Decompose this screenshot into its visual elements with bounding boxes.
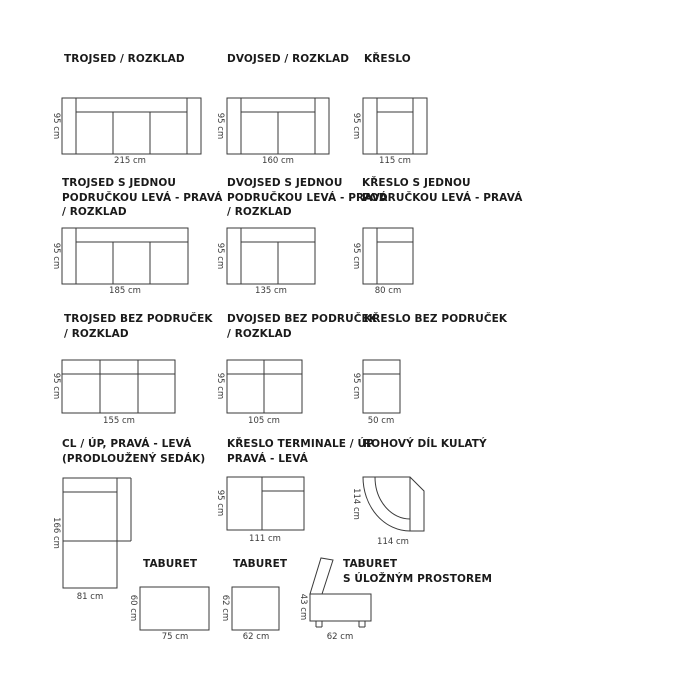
height-label: 43 cm	[298, 593, 308, 621]
height-label: 95 cm	[215, 489, 225, 517]
item-cl-up	[51, 478, 131, 602]
armchair-no-arms-drawing	[363, 360, 400, 413]
sofa-2-seat-drawing	[227, 98, 329, 154]
height-label: 95 cm	[51, 112, 61, 140]
width-label: 62 cm	[242, 632, 270, 642]
height-label: 60 cm	[128, 594, 138, 622]
height-label: 95 cm	[51, 242, 61, 270]
item-title: TROJSED / ROZKLAD	[64, 53, 185, 65]
width-label: 114 cm	[377, 537, 409, 547]
width-label: 160 cm	[262, 156, 294, 166]
item-dvojsed-bez-podrucek	[215, 360, 302, 426]
sofa-3-seat-one-arm-drawing	[62, 228, 188, 284]
item-kreslo-bez-podrucek	[351, 360, 400, 426]
item-dvojsed-s-jednou-podruckou	[215, 228, 315, 296]
item-title: KŘESLO S JEDNOU PODRUČKOU LEVÁ - PRAVÁ	[362, 177, 523, 204]
height-label: 95 cm	[215, 112, 225, 140]
height-label: 62 cm	[220, 594, 230, 622]
item-kreslo-terminale	[215, 477, 304, 544]
item-title: DVOJSED BEZ PODRUČEK / ROZKLAD	[227, 313, 378, 340]
item-trojsed-bez-podrucek	[51, 360, 175, 426]
armchair-one-arm-drawing	[363, 228, 413, 284]
height-label: 114 cm	[351, 488, 361, 520]
item-title: TABURET	[143, 558, 198, 570]
item-dvojsed-rozklad	[215, 98, 329, 166]
height-label: 95 cm	[351, 112, 361, 140]
item-kreslo-s-jednou-podruckou	[351, 228, 413, 296]
item-title: TABURET	[233, 558, 288, 570]
width-label: 185 cm	[109, 286, 141, 296]
width-label: 81 cm	[76, 592, 104, 602]
item-title: CL / ÚP, PRAVÁ - LEVÁ (PRODLOUŽENÝ SEDÁK)	[62, 438, 206, 465]
width-label: 80 cm	[374, 286, 402, 296]
width-label: 111 cm	[249, 534, 281, 544]
width-label: 135 cm	[255, 286, 287, 296]
item-trojsed-s-jednou-podruckou	[51, 228, 188, 296]
width-label: 115 cm	[379, 156, 411, 166]
width-label: 105 cm	[248, 416, 280, 426]
item-rohovy-dil-kulaty	[351, 477, 424, 547]
height-label: 95 cm	[215, 372, 225, 400]
item-title: DVOJSED S JEDNOU PODRUČKOU LEVÁ - PRAVÁ / ROZKLAD	[227, 177, 388, 218]
ottoman-square-drawing	[232, 587, 279, 630]
sofa-2-seat-one-arm-drawing	[227, 228, 315, 284]
armchair-drawing	[363, 98, 427, 154]
terminal-armchair-drawing	[227, 477, 304, 530]
height-label: 95 cm	[215, 242, 225, 270]
ottoman-drawing	[140, 587, 209, 630]
item-title: KŘESLO BEZ PODRUČEK	[364, 313, 508, 325]
width-label: 50 cm	[367, 416, 395, 426]
chaise-longue-drawing	[63, 478, 131, 588]
item-title: KŘESLO	[364, 53, 411, 65]
item-taburet-75	[128, 587, 209, 642]
height-label: 166 cm	[51, 517, 61, 549]
sofa-2-seat-no-arms-drawing	[227, 360, 302, 413]
item-title: TROJSED S JEDNOU PODRUČKOU LEVÁ - PRAVÁ / ROZKLAD	[62, 177, 223, 218]
width-label: 75 cm	[161, 632, 189, 642]
item-kreslo	[351, 98, 427, 166]
height-label: 95 cm	[51, 372, 61, 400]
round-corner-piece-drawing	[363, 477, 424, 531]
width-label: 215 cm	[114, 156, 146, 166]
width-label: 155 cm	[103, 416, 135, 426]
item-taburet-62	[220, 587, 279, 642]
item-title: KŘESLO TERMINALE / ÚP PRAVÁ - LEVÁ	[227, 438, 374, 465]
height-label: 95 cm	[351, 242, 361, 270]
sofa-3-seat-no-arms-drawing	[62, 360, 175, 413]
item-title: TROJSED BEZ PODRUČEK / ROZKLAD	[64, 313, 213, 340]
item-title: DVOJSED / ROZKLAD	[227, 53, 350, 65]
sofa-3-seat-drawing	[62, 98, 201, 154]
item-trojsed-rozklad	[51, 98, 201, 166]
height-label: 95 cm	[351, 372, 361, 400]
item-title: ROHOVÝ DÍL KULATÝ	[363, 438, 487, 450]
width-label: 62 cm	[326, 632, 354, 642]
item-title: TABURET S ÚLOŽNÝM PROSTOREM	[343, 558, 493, 585]
